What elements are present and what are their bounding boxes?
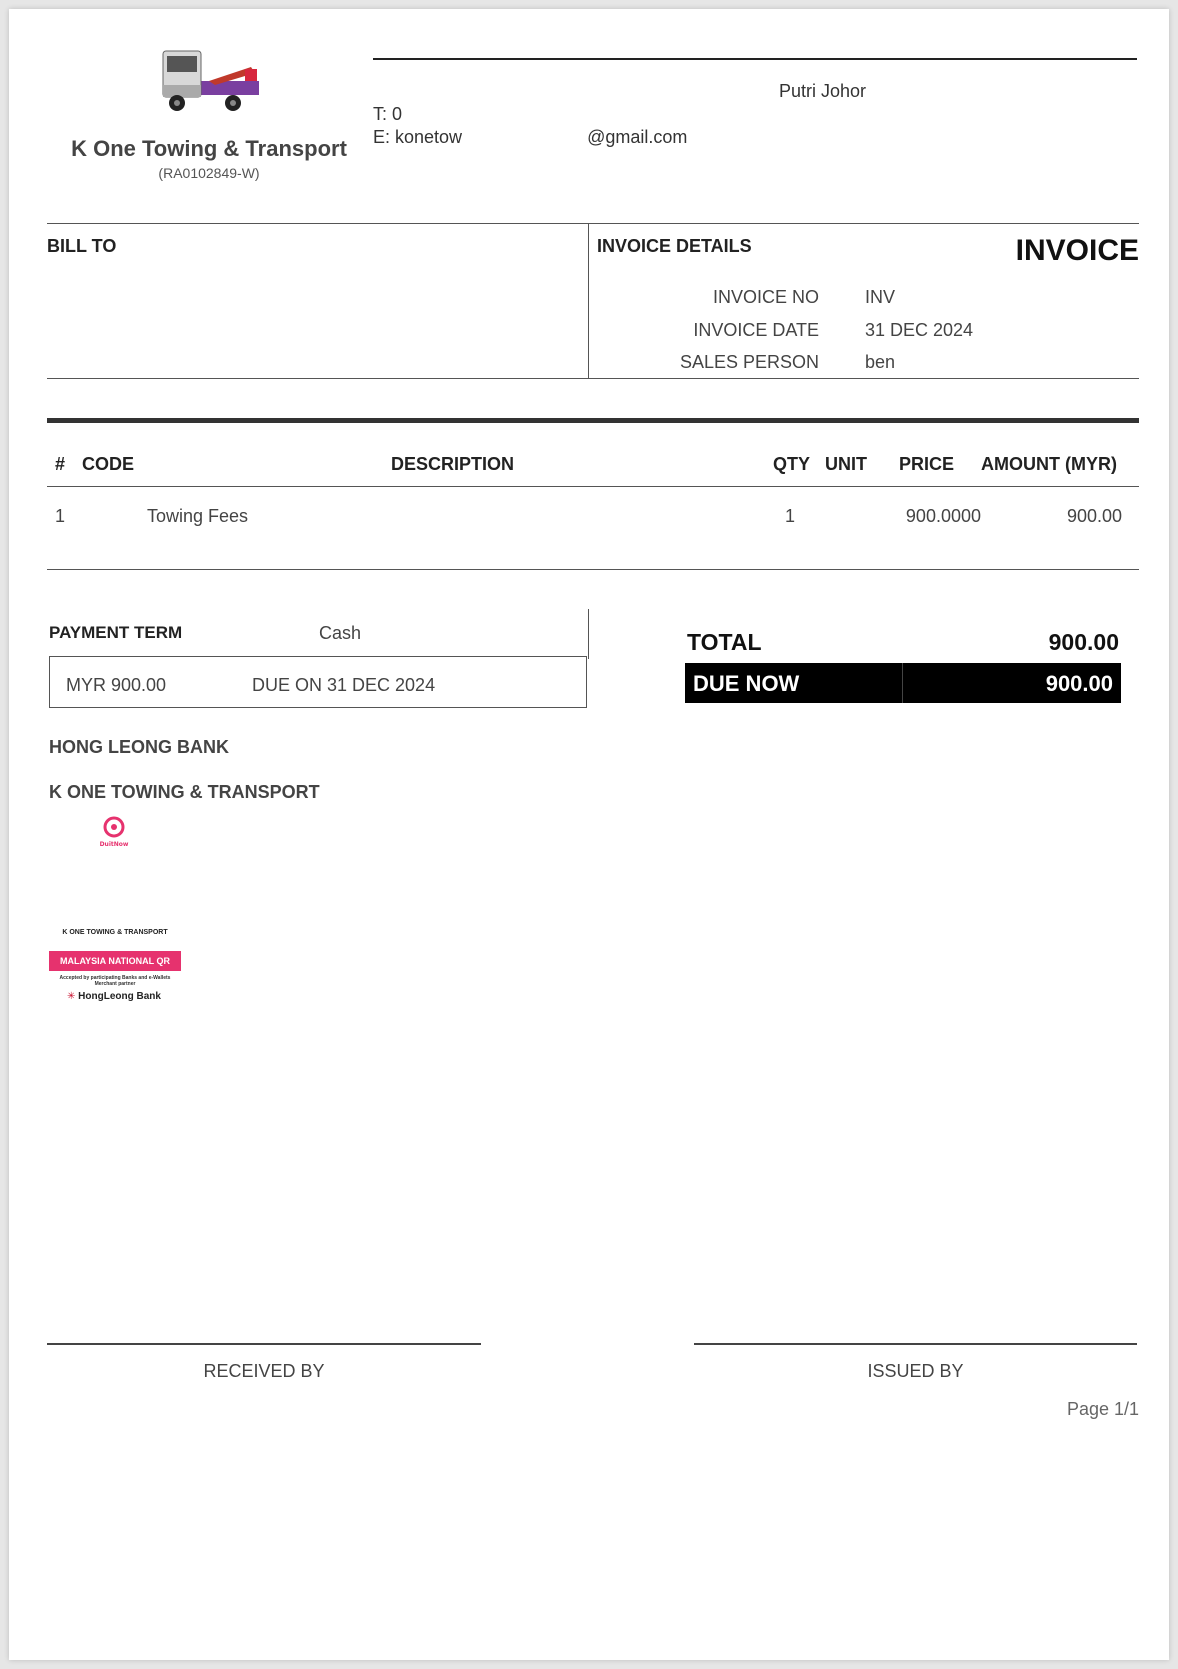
- due-now-label: DUE NOW: [693, 671, 800, 696]
- received-by-label: RECEIVED BY: [203, 1361, 325, 1381]
- qr-banner: MALAYSIA NATIONAL QR: [49, 951, 181, 971]
- hong-leong-icon: ✳: [67, 991, 76, 1002]
- payment-term-label: PAYMENT TERM: [49, 623, 183, 642]
- sales-person-label: SALES PERSON: [679, 352, 819, 372]
- payment-term-value: Cash: [319, 623, 362, 643]
- bill-to-redacted: [47, 281, 157, 291]
- duitnow-logo-icon: [97, 815, 131, 849]
- due-now-value: 900.00: [1045, 671, 1113, 696]
- invoice-no-label: INVOICE NO: [712, 287, 819, 307]
- email-prefix: E: konetow: [373, 127, 463, 147]
- phone-redaction: [402, 106, 502, 124]
- duitnow-qr-card: [49, 811, 181, 1006]
- payment-due-date: DUE ON 31 DEC 2024: [252, 675, 436, 695]
- bank-name: HONG LEONG BANK: [49, 737, 229, 757]
- col-header-code: CODE: [82, 454, 135, 474]
- col-header-num: #: [55, 454, 66, 474]
- invoice-date-value: 31 DEC 2024: [865, 320, 974, 340]
- invoice-details-label: INVOICE DETAILS: [597, 236, 752, 256]
- header-rule: [373, 58, 1137, 60]
- table-top-rule: [47, 418, 1139, 423]
- company-address: [373, 81, 866, 102]
- hong-leong-text: HongLeong Bank: [78, 991, 161, 1002]
- invoice-no-value: [865, 287, 895, 308]
- total-value: 900.00: [1048, 629, 1119, 655]
- sales-person-value: ben: [865, 352, 896, 372]
- address-visible-text: Putri Johor: [779, 81, 867, 101]
- hong-leong-bank-logo: [67, 991, 161, 1002]
- col-header-amount: AMOUNT (MYR): [981, 454, 1117, 474]
- invoice-title: INVOICE: [1015, 234, 1139, 267]
- payment-term-divider: [588, 609, 589, 659]
- row-description: Towing Fees: [147, 506, 249, 526]
- row-qty: 1: [785, 506, 796, 526]
- address-redaction: [373, 83, 779, 101]
- col-header-description: DESCRIPTION: [391, 454, 515, 474]
- received-by-line: [47, 1343, 481, 1345]
- issued-by-label: ISSUED BY: [867, 1361, 964, 1381]
- email-suffix: @gmail.com: [587, 127, 688, 147]
- issued-by-line: [694, 1343, 1137, 1345]
- tow-truck-logo: [159, 47, 263, 123]
- duitnow-logo-text: DuitNow: [99, 841, 129, 848]
- total-label: TOTAL: [687, 629, 762, 655]
- payment-amount: MYR 900.00: [66, 675, 167, 695]
- invoice-no-text: INV: [865, 287, 896, 307]
- company-phone: [373, 104, 502, 125]
- col-header-unit: UNIT: [825, 454, 867, 474]
- row-price: 900.0000: [905, 506, 981, 526]
- page-number: Page 1/1: [1066, 1399, 1139, 1419]
- company-name: K One Towing & Transport: [71, 136, 347, 161]
- company-registration: (RA0102849-W): [158, 165, 260, 181]
- table-bottom-rule: [47, 569, 1139, 570]
- details-bottom-rule: [47, 378, 1139, 379]
- col-header-price: PRICE: [899, 454, 955, 474]
- table-header-rule: [47, 486, 1139, 487]
- invoice-date-label: INVOICE DATE: [693, 320, 819, 340]
- col-header-qty: QTY: [773, 454, 811, 474]
- qr-merchant-name: K ONE TOWING & TRANSPORT: [62, 929, 168, 936]
- company-email: [373, 127, 687, 148]
- email-redaction: [462, 129, 587, 147]
- due-now-separator: [902, 663, 903, 703]
- qr-accepted-text: Accepted by participating Banks and e-Wallets Merchant partner: [59, 975, 171, 987]
- row-num: 1: [55, 506, 66, 526]
- invoice-page: [9, 9, 1169, 1660]
- row-amount: 900.00: [1066, 506, 1122, 526]
- phone-prefix: T: 0: [373, 104, 403, 124]
- details-top-rule: [47, 223, 1139, 224]
- bill-to-label: BILL TO: [47, 236, 117, 256]
- bank-account-name: K ONE TOWING & TRANSPORT: [49, 782, 320, 802]
